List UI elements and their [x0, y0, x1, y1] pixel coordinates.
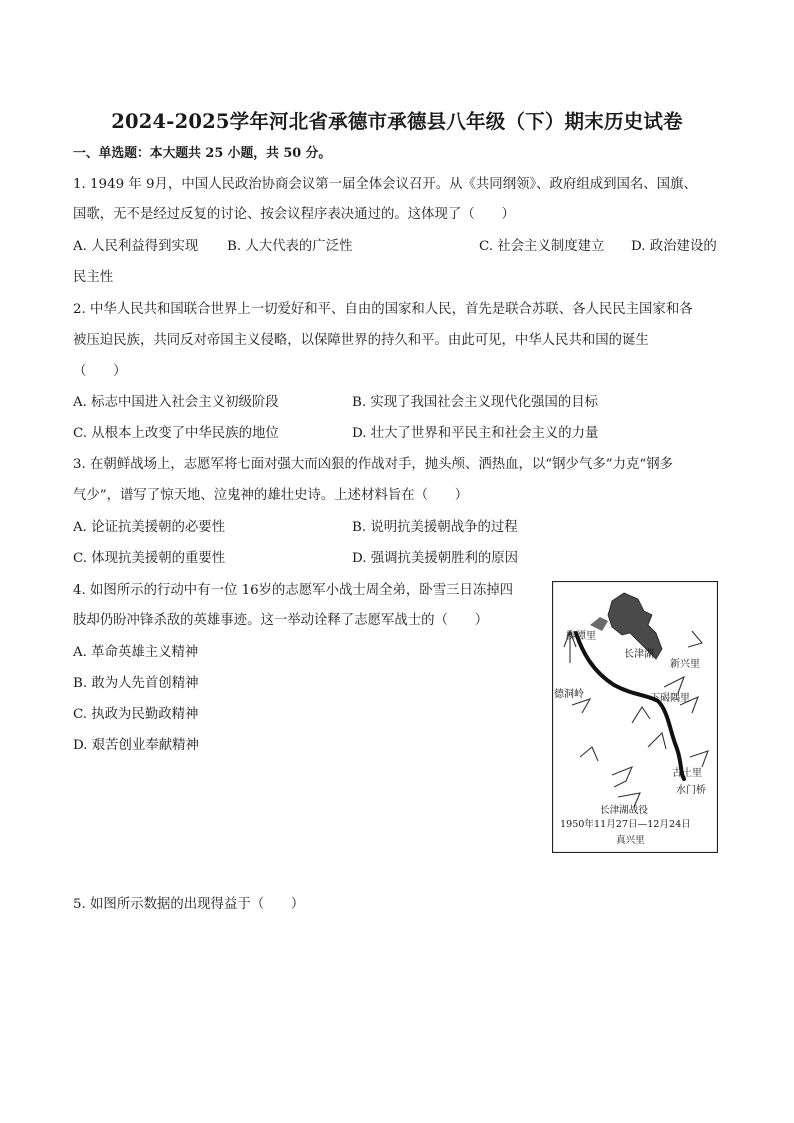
- q5-stem-line-1: 5. 如图所示数据的出现得益于（ ）: [73, 897, 305, 912]
- q1-stem-line-2: 国歌，无不是经过反复的讨论、按会议程序表决通过的。这体现了（ ）: [73, 207, 515, 222]
- q3-option-b: B. 说明抗美援朝战争的过程: [352, 520, 518, 535]
- map-caption-date: 1950年11月27日—12月24日: [560, 819, 691, 830]
- q4-option-b: B. 敢为人先首创精神: [73, 676, 199, 691]
- q4-stem-line-1: 4. 如图所示的行动中有一位 16岁的志愿军小战士周全弟，卧雪三日冻掉四: [73, 583, 514, 598]
- label-gutu: 古土里: [672, 768, 702, 779]
- q2-option-d: D. 壮大了世界和平民主和社会主义的力量: [352, 426, 599, 441]
- q4-option-a: A. 革命英雄主义精神: [73, 645, 199, 660]
- label-zhenxing: 真兴里: [616, 835, 645, 846]
- q2-stem-line-2: 被压迫民族，共同反对帝国主义侵略，以保障世界的持久和平。由此可见，中华人民共和国的诞生: [73, 333, 649, 348]
- q2-option-b: B. 实现了我国社会主义现代化强国的目标: [352, 395, 598, 410]
- q1-stem-line-1: 1. 1949 年 9月，中国人民政治协商会议第一届全体会议召开。从《共同纲领》、政府组成到国名、国旗、: [73, 177, 697, 192]
- q2-option-a: A. 标志中国进入社会主义初级阶段: [73, 395, 279, 410]
- q1-option-a: A. 人民利益得到实现: [73, 239, 199, 254]
- label-xiajie: 下碣隅里: [650, 693, 690, 704]
- page-title: 2024-2025学年河北省承德市承德县八年级（下）期末历史试卷: [111, 110, 683, 133]
- label-liutan: 柳潭里: [566, 631, 596, 642]
- q1-option-c: C. 社会主义制度建立: [479, 239, 605, 254]
- q1-option-b: B. 人大代表的广泛性: [227, 239, 353, 254]
- label-dexing: 德洞岭: [554, 689, 584, 700]
- q3-stem-line-2: 气少”，谱写了惊天地、泣鬼神的雄壮史诗。上述材料旨在（ ）: [73, 488, 469, 503]
- q3-option-c: C. 体现抗美援朝的重要性: [73, 551, 226, 566]
- label-xinxing: 新兴里: [670, 659, 700, 670]
- q2-option-c: C. 从根本上改变了中华民族的地位: [73, 426, 279, 441]
- section-heading: 一、单选题：本大题共 25 小题，共 50 分。: [73, 146, 332, 161]
- map-caption-title: 长津湖战役: [600, 805, 648, 816]
- q1-option-d-continued: 民主性: [73, 270, 114, 285]
- label-changjin: 长津湖: [624, 649, 654, 660]
- q3-option-a: A. 论证抗美援朝的必要性: [73, 520, 226, 535]
- q3-option-d: D. 强调抗美援朝胜利的原因: [352, 551, 519, 566]
- changjin-lake-battle-map: [552, 581, 718, 853]
- q2-stem-line-3: （ ）: [73, 364, 127, 379]
- q1-option-d: D. 政治建设的: [631, 239, 717, 254]
- q4-option-d: D. 艰苦创业奉献精神: [73, 738, 199, 753]
- q4-stem-line-2: 肢却仍盼冲锋杀敌的英雄事迹。这一举动诠释了志愿军战士的（ ）: [73, 613, 489, 628]
- q3-stem-line-1: 3. 在朝鲜战场上，志愿军将七面对强大而凶狠的作战对手，抛头颅、洒热血，以“钢少气多”力克“钢多: [73, 457, 673, 472]
- q2-stem-line-1: 2. 中华人民共和国联合世界上一切爱好和平、自由的国家和人民，首先是联合苏联、各人民民主国家和各: [73, 302, 693, 317]
- q4-option-c: C. 执政为民勤政精神: [73, 707, 199, 722]
- label-shuimen: 水门桥: [676, 785, 706, 796]
